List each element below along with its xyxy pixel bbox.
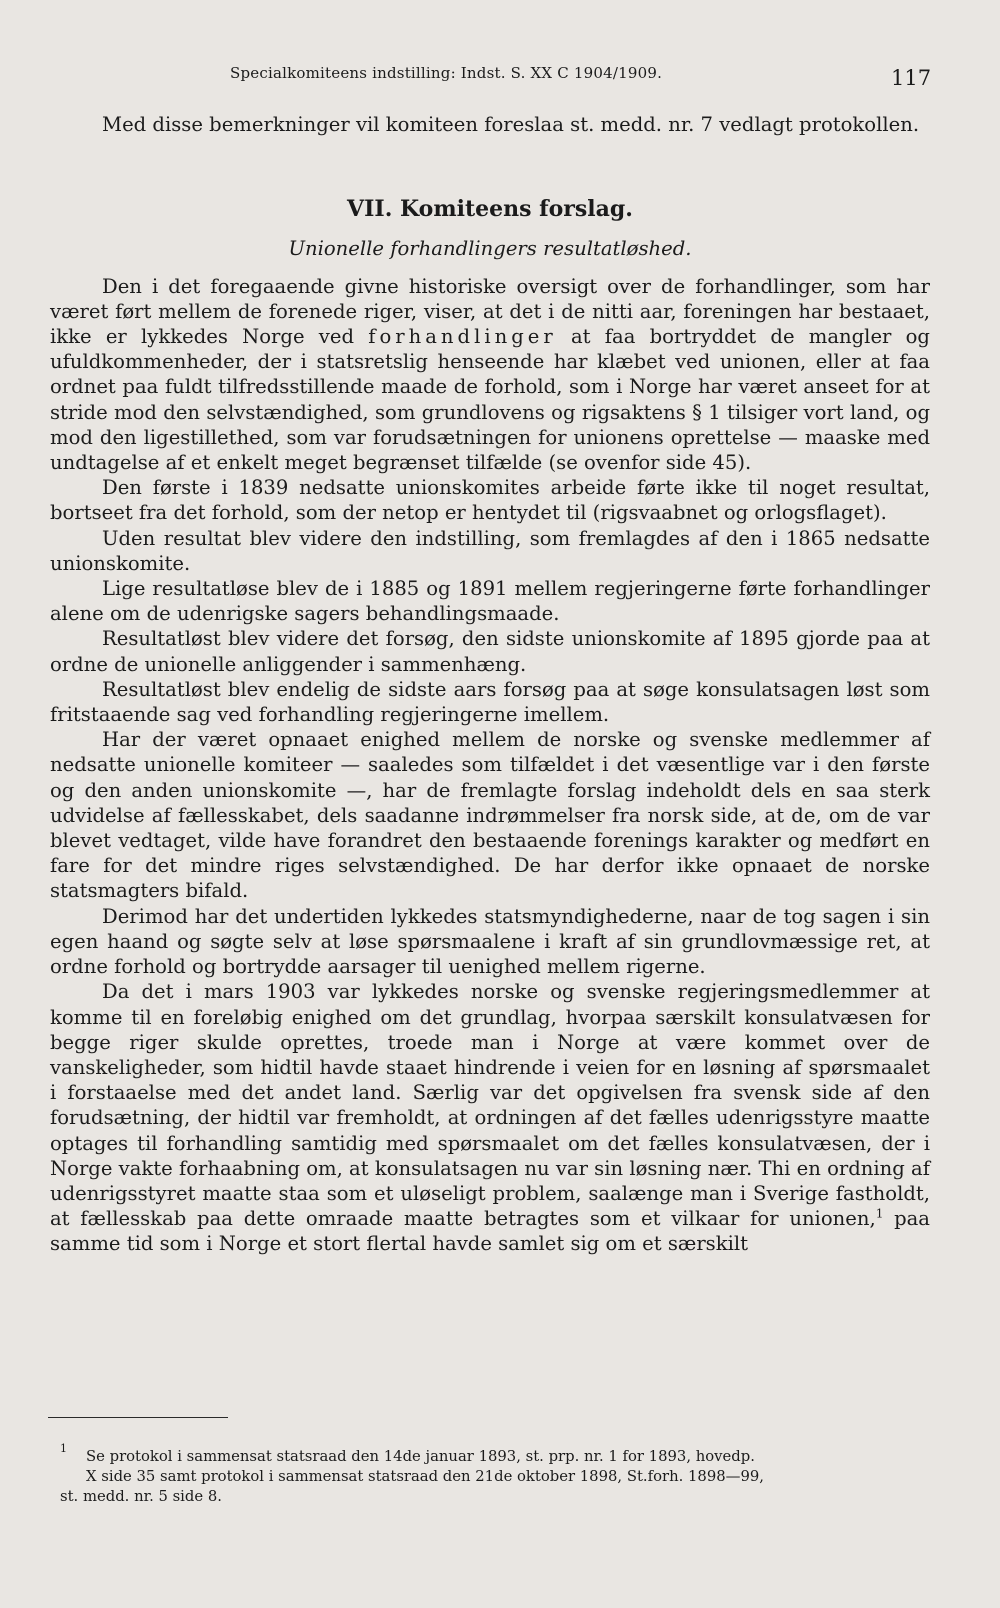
paragraph-1-part-a: Den i det foregaaende givne historiske oversigt over de forhandlinger, som har været ført mellem de forenede riger, viser, at det i de nitti aar, foreningen har bestaaet, ikke er lykkedes Norge ved (50, 274, 930, 349)
footnote-line-2: X side 35 samt protokol i sammensat statsraad den 21de oktober 1898, St.forh. 1898—99, (86, 1468, 764, 1485)
paragraph-9-part-a: Da det i mars 1903 var lykkedes norske og svenske regjeringsmedlemmer at komme til en foreløbig enighed om det grundlag, hvorpaa særskilt konsulatvæsen for begge riger skulde oprettes, troede man i Norge at være kommet over de vanskeligheder, som hidtil havde staaet hindrende i veien for en løsning af spørsmaalet i forstaaelse med det andet land. Særlig var det opgivelsen fra svensk side af den forudsætning, der hidtil var fremholdt, at ordningen af det fælles udenrigsstyre maatte optages til forhandling samtidig med spørsmaalet om det fælles konsulatvæsen, der i Norge vakte forhaabning om, at konsulatsagen nu var sin løsning nær. Thi en ordning af udenrigsstyret maatte staa som et uløseligt problem, saalænge man i Sverige fastholdt, at fællesskab paa dette omraade maatte betragtes som et vilkaar for unionen, (50, 980, 930, 1231)
page-number: 117 (891, 66, 932, 90)
running-head: Specialkomiteens indstilling: Indst. S. XX C 1904/1909. (230, 64, 663, 82)
section-subtitle: Unionelle forhandlingers resultatløshed. (288, 237, 692, 261)
footnote-reference: 1 (875, 1206, 884, 1221)
paragraph-4: Lige resultatløse blev de i 1885 og 1891 mellem regjeringerne førte forhandlinger alene om de udenrigske sagers behandlingsmaade. (50, 577, 930, 626)
paragraph-1 (50, 274, 930, 476)
footnote-divider (48, 1417, 228, 1418)
paragraph-5: Resultatløst blev videre det forsøg, den sidste unionskomite af 1895 gjorde paa at ordne de unionelle anliggender i sammenhæng. (50, 627, 930, 676)
footnote-line-3: st. medd. nr. 5 side 8. (60, 1488, 222, 1505)
paragraph-7: Har der været opnaaet enighed mellem de norske og svenske medlemmer af nedsatte unionelle komiteer — saaledes som tilfældet i det væsentlige var i den første og den anden unionskomite —, har de fremlagte forslag indeholdt dels en saa sterk udvidelse af fællesskabet, dels saadanne indrømmelser fra norsk side, at de, om de var blevet vedtaget, vilde have forandret den bestaaende forenings karakter og medført en fare for det mindre riges selvstændighed. De har derfor ikke opnaaet de norske statsmagters bifald. (50, 728, 930, 903)
footnote-line-1: Se protokol i sammensat statsraad den 14de januar 1893, st. prp. nr. 1 for 1893, hovedp. (86, 1448, 755, 1465)
section-spacer (50, 137, 930, 197)
paragraph-2: Den første i 1839 nedsatte unionskomites arbeide førte ikke til noget resultat, bortseet fra det forhold, som der netop er hentydet til (rigsvaabnet og orlogsflaget). (50, 476, 930, 525)
paragraph-3: Uden resultat blev videre den indstilling, som fremlagdes af den i 1865 nedsatte unionskomite. (50, 526, 930, 575)
footnote-mark: 1 (60, 1442, 67, 1455)
section-heading: VII. Komiteens forslag. (347, 196, 633, 223)
paragraph-6: Resultatløst blev endelig de sidste aars forsøg paa at søge konsulatsagen løst som fritstaaende sag ved forhandling regjeringerne imellem. (50, 677, 930, 727)
paragraph-1-emphasis: forhandlinger (368, 325, 557, 349)
intro-paragraph: Med disse bemerkninger vil komiteen foreslaa st. medd. nr. 7 vedlagt protokollen. (102, 113, 920, 136)
paragraph-9 (50, 979, 930, 1256)
footnote (60, 1442, 930, 1507)
paragraph-9-part-b: paa samme tid som i Norge et stort flertal havde samlet sig om et særskilt (50, 1207, 930, 1256)
paragraph-1-part-b: at faa bortryddet de mangler og ufuldkommenheder, der i statsretslig henseende har klæbet ved unionen, eller at faa ordnet paa fuldt tilfredsstillende maade de forhold, som i Norge har været anseet for at stride mod den selvstændighed, som grundlovens og rigsaktens § 1 tilsiger vort land, og mod den ligestillethed, som var forudsætningen for unionens oprettelse — maaske med undtagelse af et enkelt meget begrænset tilfælde (se ovenfor side 45). (50, 325, 930, 475)
paragraph-8: Derimod har det undertiden lykkedes statsmyndighederne, naar de tog sagen i sin egen haand og søgte selv at løse spørsmaalene i kraft af sin grundlovmæssige ret, at ordne forhold og bortrydde aarsager til uenighed mellem rigerne. (50, 904, 930, 979)
body-text (50, 112, 930, 1257)
